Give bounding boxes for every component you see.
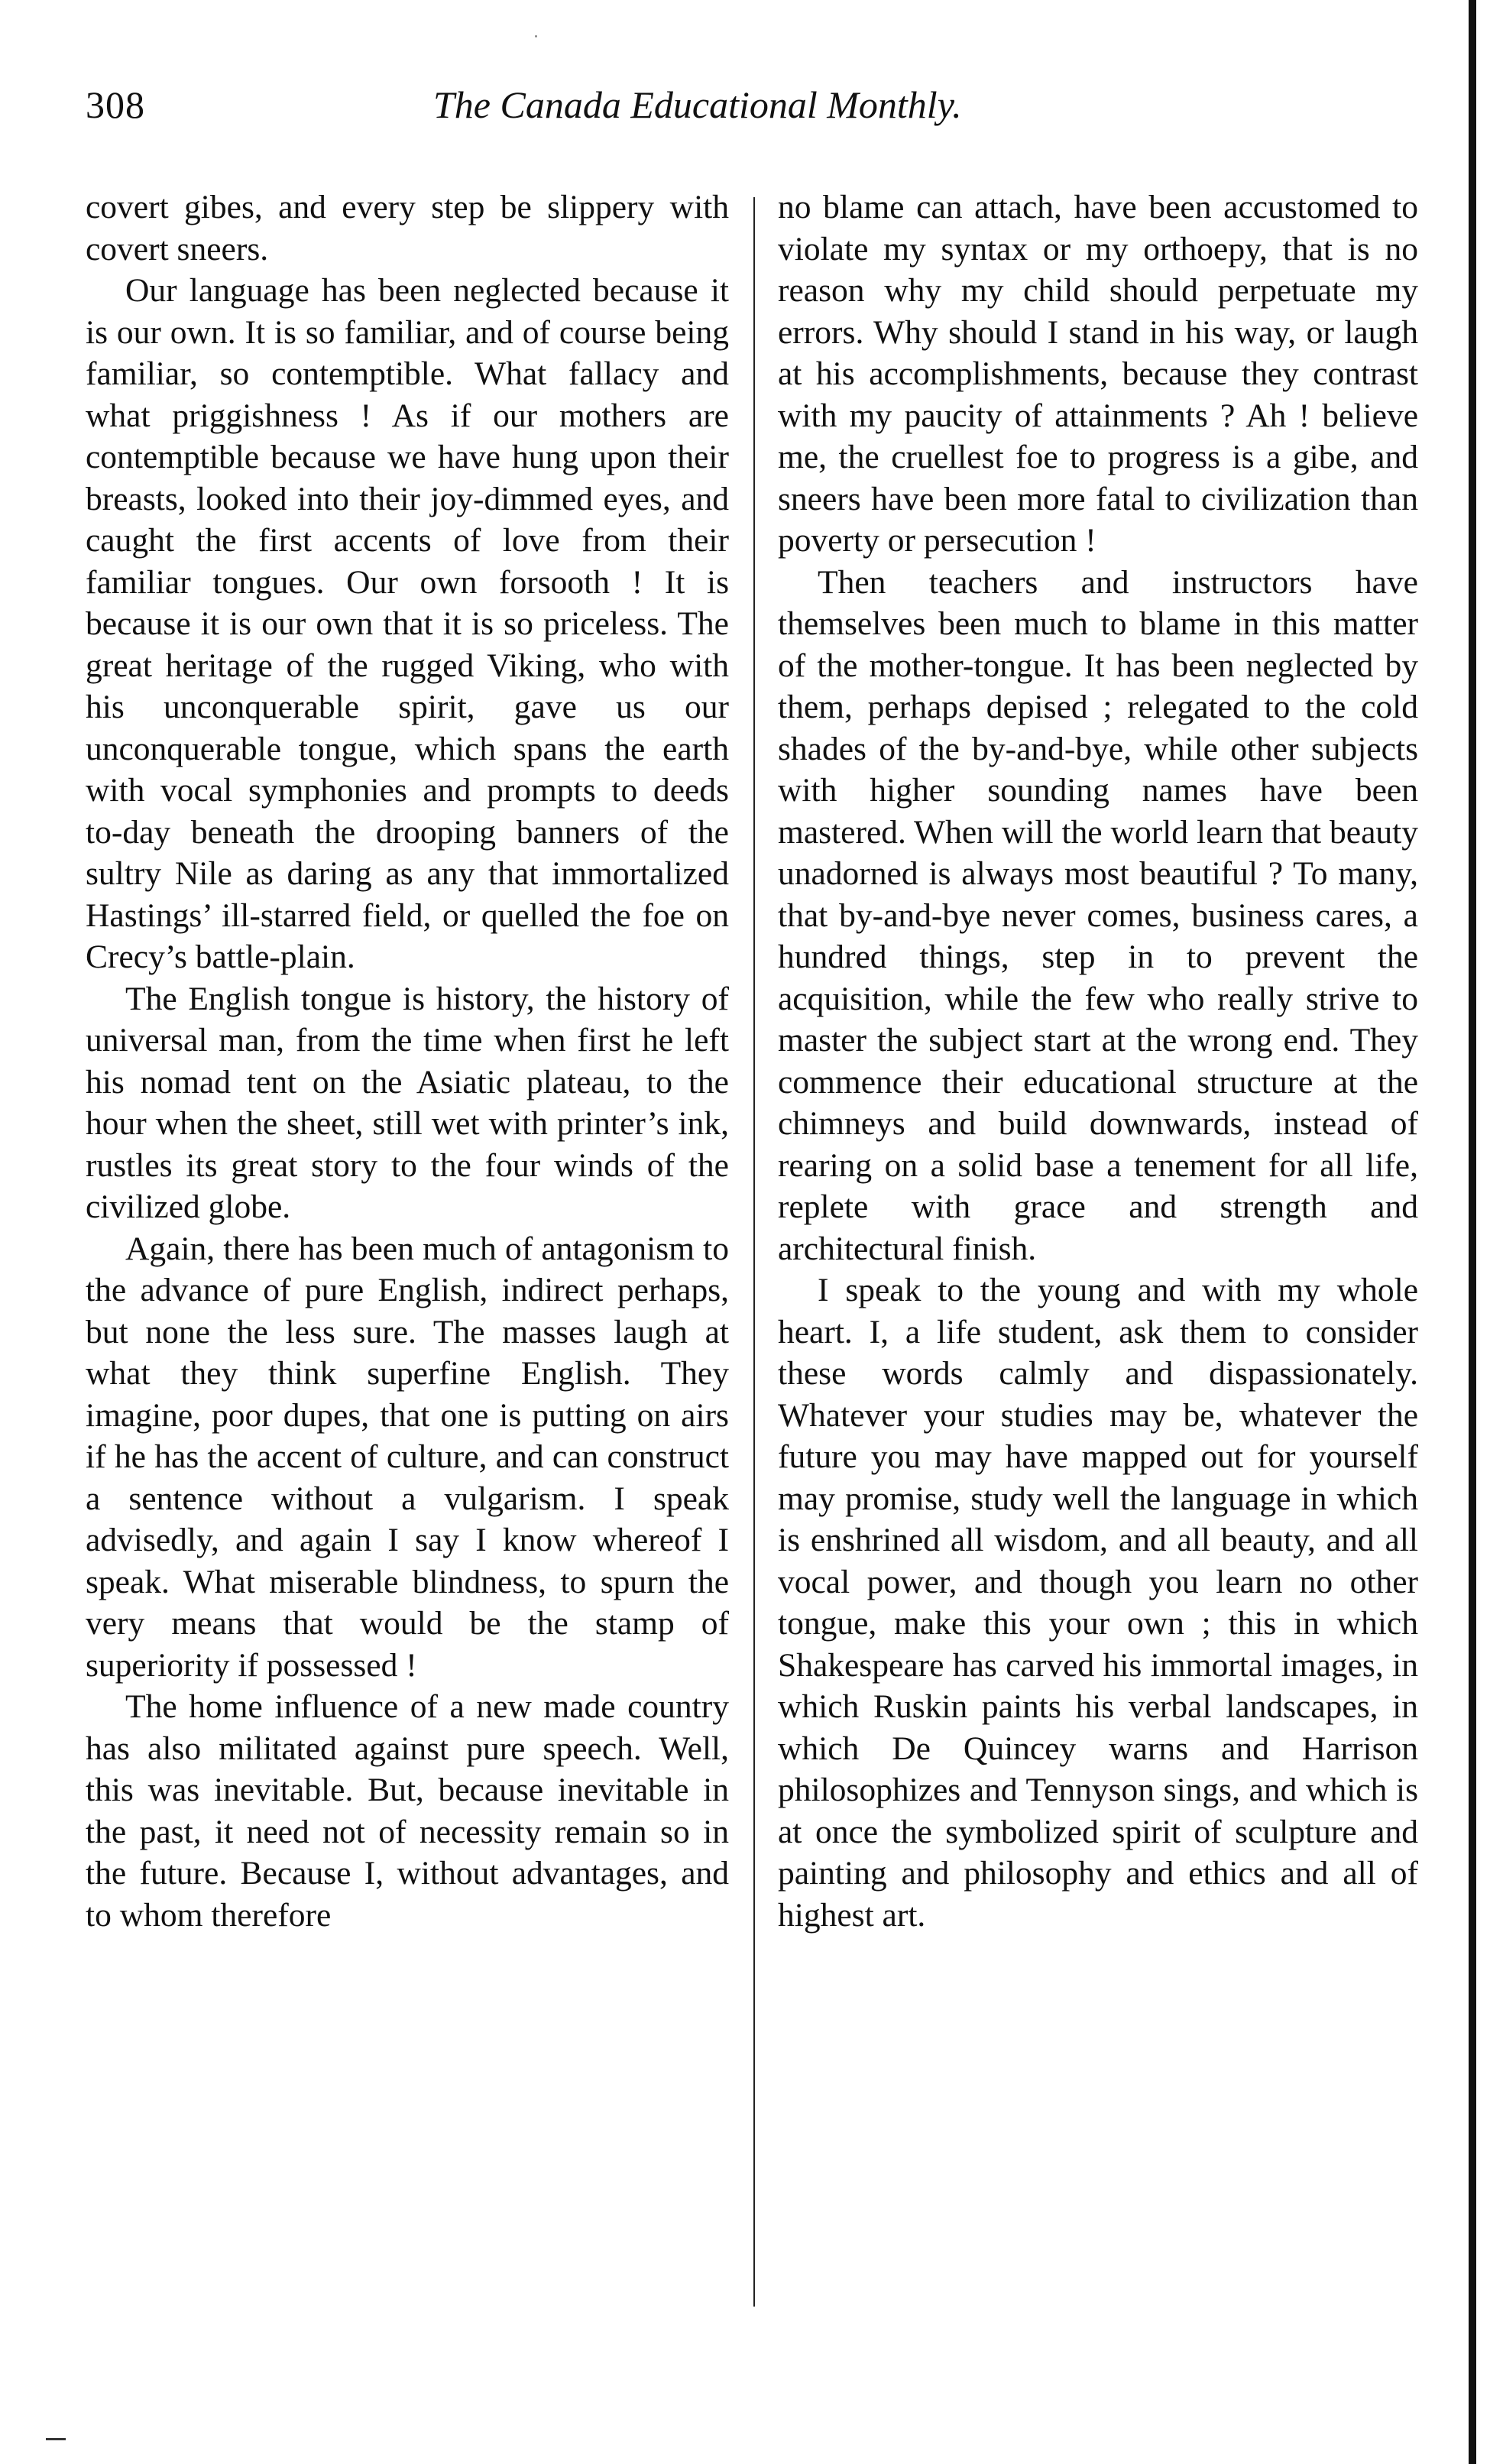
margin-dash [46,2438,66,2440]
column-divider [753,197,755,2307]
paragraph: Then teachers and instructors have themselves been much to blame in this matter of the mother-tongue. It has been neglected by them, perhaps depised ; relegated to the cold shades of the by-and-bye, while other subjects with higher sounding names have been mastered. When will the world learn that beauty unadorned is always most beautiful ? To many, that by-and-bye never comes, business cares, a hundred things, step in to prevent the acquisition, while the few who really strive to master the subject start at the wrong end. They commence their educational structure at the chimneys and build downwards, instead of rearing on a solid base a tenement for all life, replete with grace and strength and architectural finish. [778,563,1418,1267]
page-header [86,83,1094,144]
left-column [86,186,729,1936]
paragraph: Our language has been neglected because it is our own. It is so familiar, and of course being familiar, so contemptible. What fallacy and what priggishness ! As if our mothers are contemptible because we have hung upon their breasts, looked into their joy-dimmed eyes, and caught the first accents of love from their familiar tongues. Our own forsooth ! It is because it is our own that it is so priceless. The great heritage of the rugged Viking, who with his unconquerable spirit, gave us our unconquerable tongue, which spans the earth with vocal symphonies and prompts to deeds to-day beneath the drooping banners of the sultry Nile as daring as any that immortalized Hastings’ ill-starred field, or quelled the foe on Crecy’s battle-plain. [86,272,729,975]
paragraph: The English tongue is history, the history of universal man, from the time when first he left his nomad tent on the Asiatic plateau, to the hour when the sheet, still wet with printer’s ink, rustles its great story to the four winds of the civilized globe. [86,980,729,1225]
speck-mark [535,35,537,37]
right-column [778,186,1418,1936]
running-title: The Canada Educational Monthly. [433,83,962,126]
page-edge-shadow [1469,0,1476,2464]
paragraph: The home influence of a new made country has also militated against pure speech. Well, this was inevitable. But, because inevitable in the past, it need not of necessity remain so in the future. Because I, without advantages, and to whom therefore [86,1688,729,1934]
paragraph: no blame can attach, have been accustomed to violate my syntax or my orthoepy, that is no reason why my child should perpetuate my errors. Why should I stand in his way, or laugh at his accomplishments, because they contrast with my paucity of attainments ? Ah ! believe me, the cruellest foe to progress is a gibe, and sneers have been more fatal to civilization than poverty or persecution ! [778,189,1418,559]
paragraph: Again, there has been much of antagonism to the advance of pure English, indirect perhaps, but none the less sure. The masses laugh at what they think superfine English. They imagine, poor dupes, that one is putting on airs if he has the accent of culture, and can construct a sentence without a vulgarism. I speak advisedly, and again I say I know whereof I speak. What miserable blindness, to spurn the very means that would be the stamp of superiority if possessed ! [86,1230,729,1684]
page-number: 308 [86,83,145,126]
paragraph: covert gibes, and every step be slippery with covert sneers. [86,189,729,267]
paragraph: I speak to the young and with my whole heart. I, a life student, ask them to consider these words calmly and dispassionately. Whatever your studies may be, whatever the future you may have mapped out for yourself may promise, study well the language in which is enshrined all wisdom, and all beauty, and all vocal power, and though you learn no other tongue, make this your own ; this in which Shakespeare has carved his immortal images, in which Ruskin paints his verbal landscapes, in which De Quincey warns and Harrison philosophizes and Tennyson sings, and which is at once the symbolized spirit of sculpture and painting and philosophy and ethics and all of highest art. [778,1272,1418,1934]
